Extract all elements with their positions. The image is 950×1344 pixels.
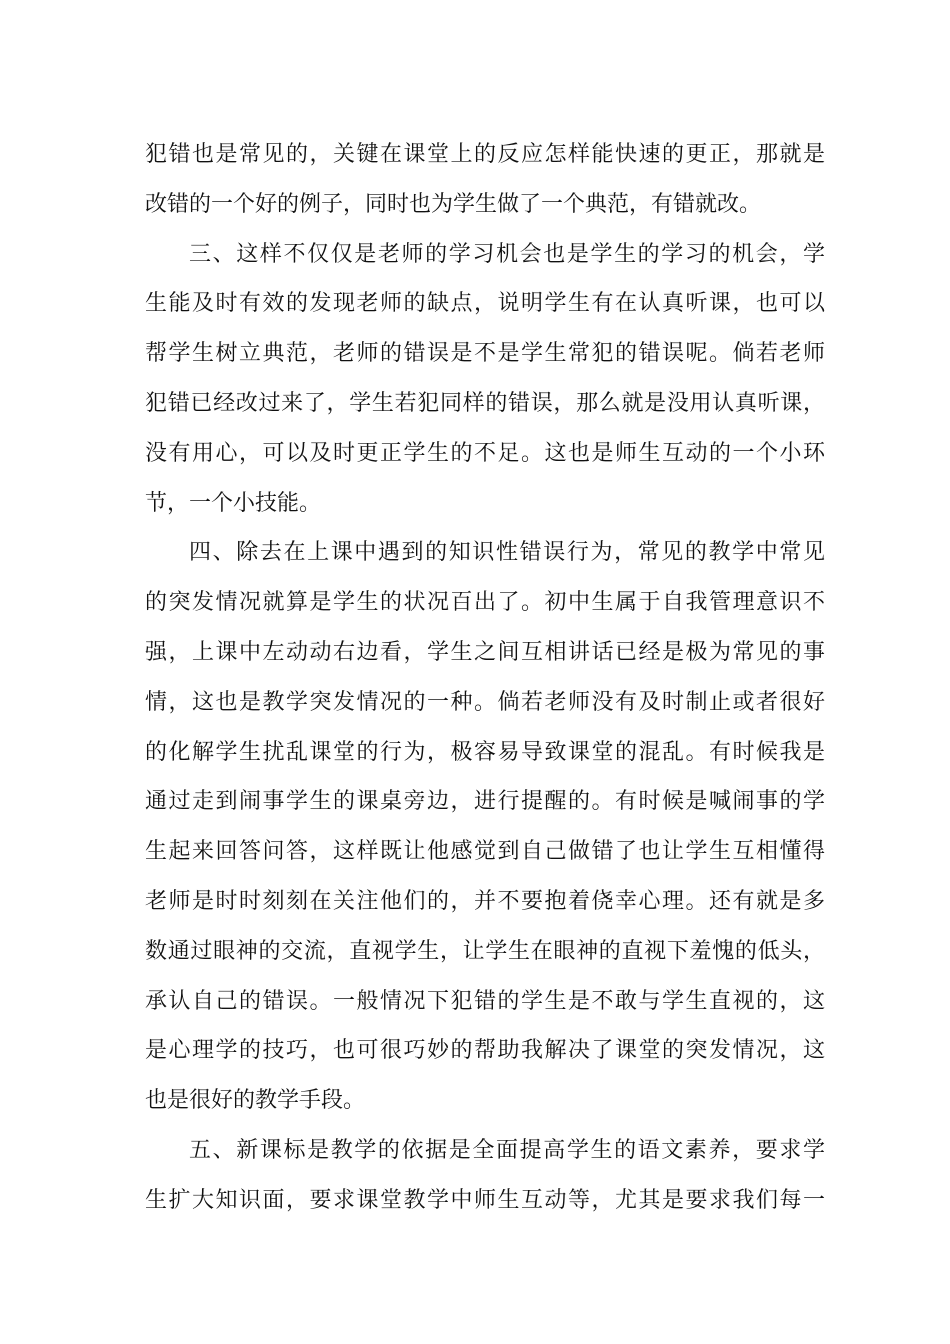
text-line: 犯错已经改过来了，学生若犯同样的错误，那么就是没用认真听课， [145, 390, 825, 416]
text-line: 帮学生树立典范，老师的错误是不是学生常犯的错误呢。倘若老师 [145, 341, 825, 367]
paragraph-start-line: 三、这样不仅仅是老师的学习机会也是学生的学习的机会，学 [189, 241, 825, 267]
paragraph-start-line: 五、新课标是教学的依据是全面提高学生的语文素养，要求学 [189, 1137, 825, 1163]
text-line: 是心理学的技巧，也可很巧妙的帮助我解决了课堂的突发情况，这 [145, 1038, 825, 1064]
text-line: 数通过眼神的交流，直视学生，让学生在眼神的直视下羞愧的低头， [145, 938, 825, 964]
text-line: 节，一个小技能。 [145, 490, 322, 516]
body-text [145, 130, 825, 1226]
text-line: 通过走到闹事学生的课桌旁边，进行提醒的。有时候是喊闹事的学 [145, 789, 825, 815]
text-line: 老师是时时刻刻在关注他们的，并不要抱着侥幸心理。还有就是多 [145, 888, 825, 914]
text-line: 生能及时有效的发现老师的缺点，说明学生有在认真听课，也可以 [145, 291, 825, 317]
text-line: 犯错也是常见的，关键在课堂上的反应怎样能快速的更正，那就是 [145, 142, 825, 167]
text-line: 改错的一个好的例子，同时也为学生做了一个典范，有错就改。 [145, 191, 762, 217]
text-line: 情，这也是教学突发情况的一种。倘若老师没有及时制止或者很好 [145, 689, 825, 715]
text-line: 承认自己的错误。一般情况下犯错的学生是不敢与学生直视的，这 [145, 988, 825, 1014]
text-line: 也是很好的教学手段。 [145, 1088, 366, 1114]
text-line: 的突发情况就算是学生的状况百出了。初中生属于自我管理意识不 [145, 590, 825, 616]
text-line: 的化解学生扰乱课堂的行为，极容易导致课堂的混乱。有时候我是 [145, 739, 825, 765]
paragraph-start-line: 四、除去在上课中遇到的知识性错误行为，常见的教学中常见 [189, 540, 825, 566]
text-line: 没有用心，可以及时更正学生的不足。这也是师生互动的一个小环 [145, 440, 825, 466]
text-line: 生扩大知识面，要求课堂教学中师生互动等，尤其是要求我们每一 [145, 1187, 825, 1213]
text-line: 生起来回答问答，这样既让他感觉到自己做错了也让学生互相懂得 [145, 839, 825, 865]
text-line: 强，上课中左动动右边看，学生之间互相讲话已经是极为常见的事 [145, 639, 825, 665]
